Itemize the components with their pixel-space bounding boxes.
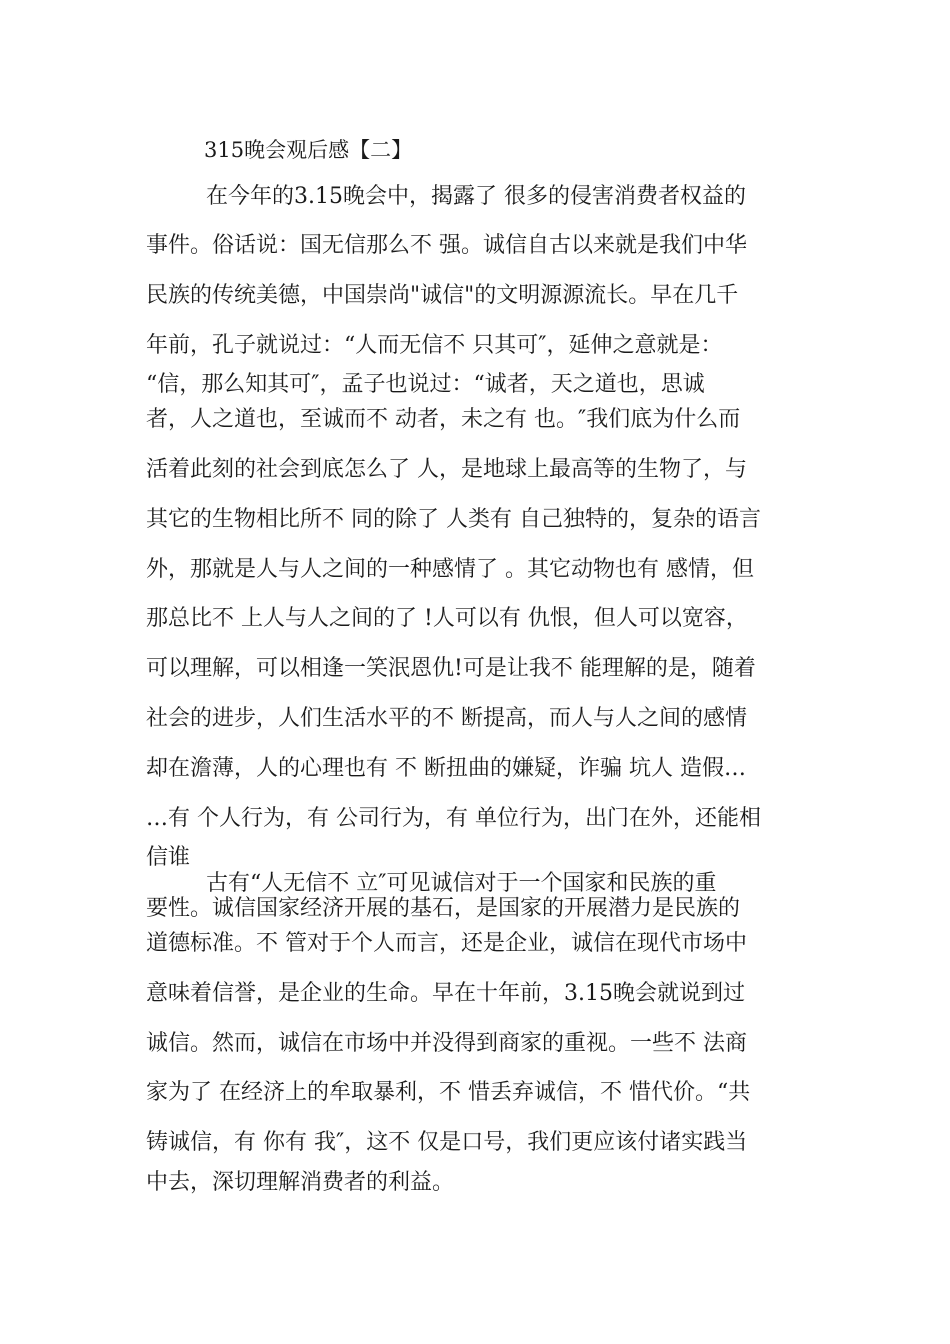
text-line-14: …有 个人行为，有 公司行为，有 单位行为，出门在外，还能相 [146, 806, 761, 831]
text-line-5: “信，那么知其可″，孟子也说过：“诚者，天之道也，思诚 [146, 372, 705, 397]
text-line-22: 铸诚信，有 你有 我″，这不 仅是口号，我们更应该付诸实践当 [146, 1130, 748, 1155]
text-line-19: 意味着信誉，是企业的生命。早在十年前，3.15晚会就说到过 [146, 981, 745, 1006]
text-line-4: 年前，孔子就说过：“人而无信不 只其可″，延伸之意就是： [146, 333, 723, 358]
document-title: 315晚会观后感【二】 [204, 138, 413, 162]
text-line-23: 中去，深切理解消费者的利益。 [146, 1170, 455, 1195]
text-line-21: 家为了 在经济上的牟取暴利，不 惜丢弃诚信，不 惜代价。“共 [146, 1080, 751, 1105]
text-line-15: 信谁 [146, 845, 191, 870]
text-line-12: 社会的进步，人们生活水平的不 断提高，而人与人之间的感情 [146, 706, 747, 731]
text-line-18: 道德标准。不 管对于个人而言，还是企业，诚信在现代市场中 [146, 931, 747, 956]
text-line-7: 活着此刻的社会到底怎么了 人，是地球上最高等的生物了，与 [146, 457, 747, 482]
text-line-13: 却在澹薄，人的心理也有 不 断扭曲的嫌疑，诈骗 坑人 造假… [146, 756, 746, 781]
text-line-9: 外，那就是人与人之间的一种感情了 。其它动物也有 感情，但 [146, 557, 754, 582]
text-line-10: 那总比不 上人与人之间的了 !人可以有 仇恨，但人可以宽容， [146, 606, 748, 631]
text-line-2: 事件。俗话说：国无信那么不 强。诚信自古以来就是我们中华 [146, 233, 747, 258]
text-line-6: 者，人之道也，至诚而不 动者，未之有 也。″我们底为什么而 [146, 407, 741, 432]
text-line-17: 要性。诚信国家经济开展的基石，是国家的开展潜力是民族的 [146, 896, 741, 921]
text-line-3: 民族的传统美德，中国崇尚"诚信"的文明源源流长。早在几千 [146, 283, 739, 308]
text-line-11: 可以理解，可以相逢一笑泯恩仇!可是让我不 能理解的是，随着 [146, 656, 756, 681]
text-line-8: 其它的生物相比所不 同的除了 人类有 自己独特的，复杂的语言 [146, 507, 761, 532]
text-line-1: 在今年的3.15晚会中，揭露了 很多的侵害消费者权益的 [206, 184, 746, 209]
text-line-16: 古有“人无信不 立″可见诚信对于一个国家和民族的重 [206, 871, 717, 896]
text-line-20: 诚信。然而，诚信在市场中并没得到商家的重视。一些不 法商 [146, 1031, 747, 1056]
